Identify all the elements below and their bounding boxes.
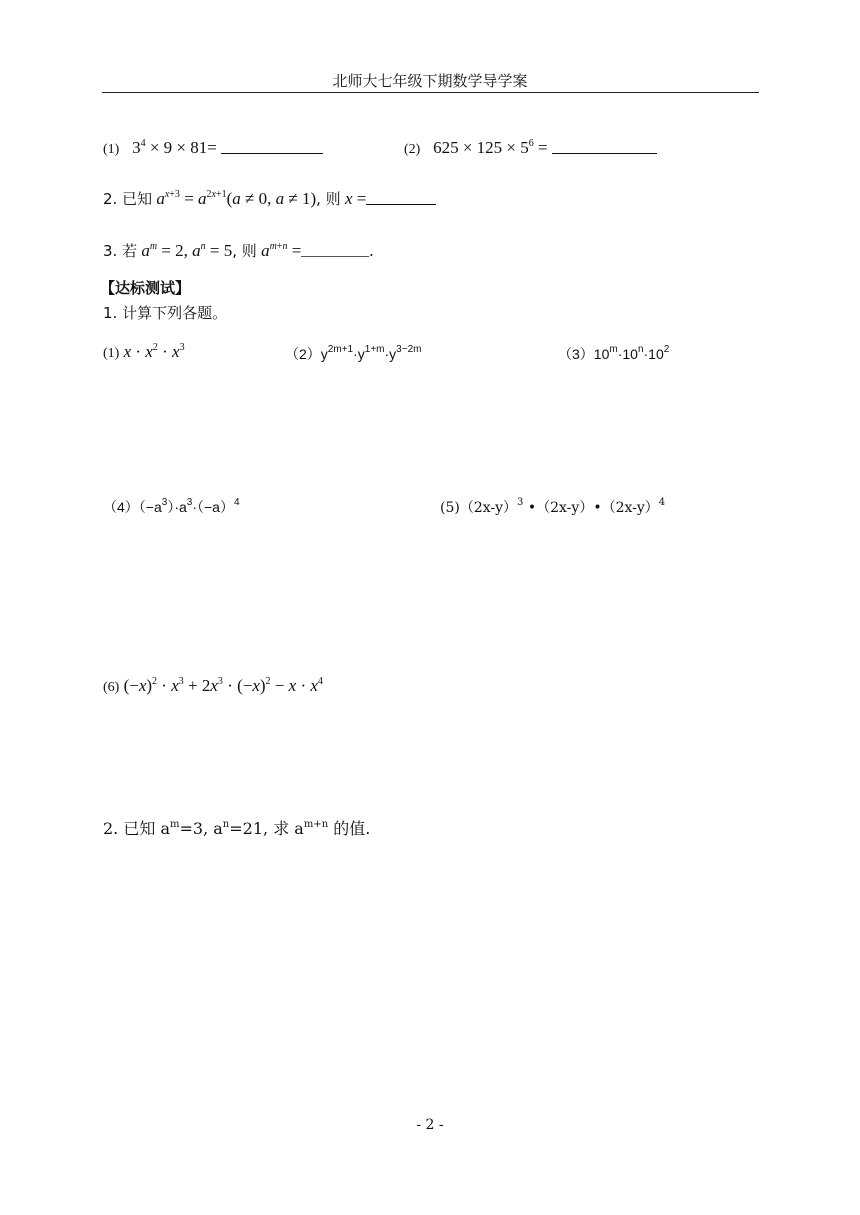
header-rule [102,92,759,93]
problem-1-2: (2) $625 \times 125 \times 5^6$ = [404,138,657,158]
answer-blank [552,139,657,154]
exercise-4: $(4)(-a^3)\cdot a^3\cdot(-a)^4$ [103,497,240,515]
problem-2: 2. 已知 $a^{x+3} = a^{2x+1}(a \ne 0$, a ≠ 1), 则 x = [103,188,436,209]
exercise-5: $(5)(2x-y)^3$ $•(2x-y)•(2x-y)^4$ [440,497,666,516]
problem-1-1: (1) $3^4 \times 9 \times 81=$ [103,138,323,158]
exercise-6: (6) $(-x)^2 \cdot x^3 + 2x^3 \cdot (-x)^2 - x \cdot x^4$ [103,676,323,695]
exercise-2: $(2)y^{2m+1}\cdot y^{1+m}\cdot y^{3-2m}$ [285,344,422,362]
problem-3: 3. 若 $a^m = 2$, $a^n = 5$, 则 $a^{m+n}$ = . [103,241,374,260]
part-1-title: 1. 计算下列各题。 [103,304,228,322]
exercise-3: $(3)10^m\cdot 10^n\cdot 10^2$ [558,344,670,362]
page-header: 北师大七年级下期数学导学案 [332,72,528,90]
answer-blank [301,242,369,257]
part-2-problem: 2. 已知 $a^m=3$, $a^n=21$, 求 $a^{m+n}$ 的值. [103,819,371,838]
exercise-1: (1) $x \cdot x^2 \cdot x^3$ [103,342,185,361]
answer-blank [221,139,323,154]
answer-blank [366,190,436,205]
page-number: - 2 - [416,1117,444,1133]
section-heading: 【达标测试】 [100,279,191,297]
